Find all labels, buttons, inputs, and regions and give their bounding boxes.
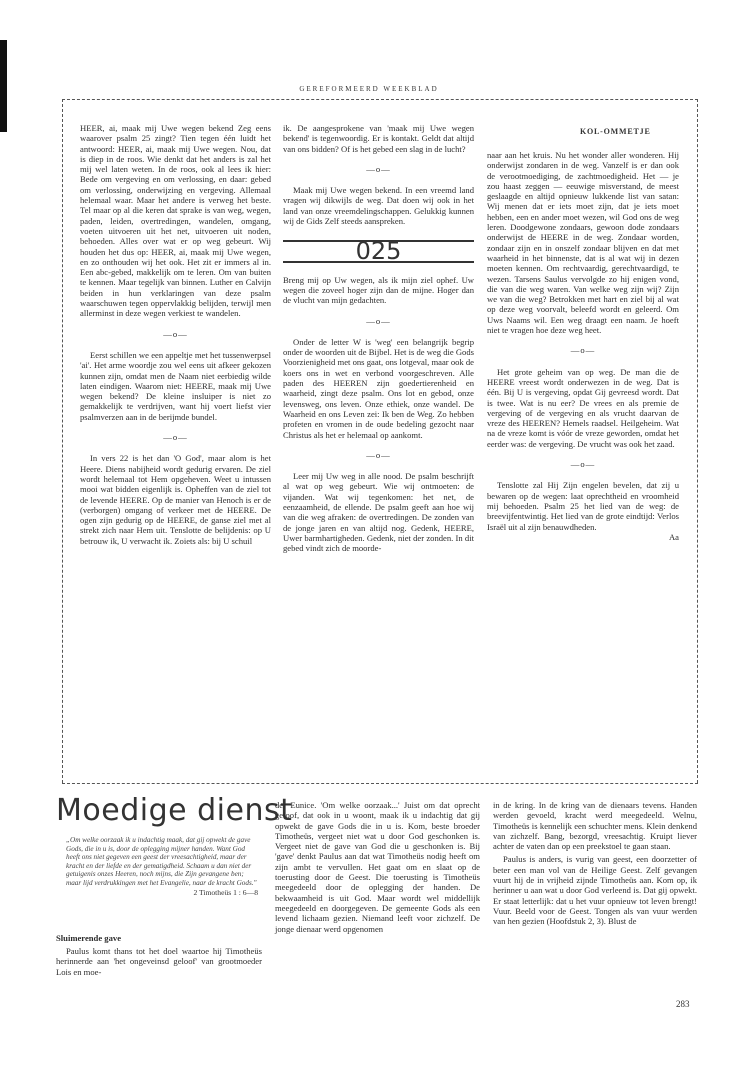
paragraph: Breng mij op Uw wegen, als ik mijn ziel ophef. Uw wegen die zoveel hoger zijn dan de mijne. Hoger dan de vlucht van mijn gedachten. xyxy=(283,274,474,306)
paragraph: Eerst schillen we een appeltje met het tussenwerpsel 'ai'. Het arme woordje zou wel eens uit afkeer gekozen kunnen zijn, omdat men de Naam niet eerbiedig wilde laten eindigen. Waarom niet: HEERE, maak mij Uwe wegen bekend? De kleine insluiper is niet zo gemakkelijk te verdrijven, want hij voert liefst vier psalmverzen aan in de berijmde bundel. xyxy=(80,349,271,422)
paragraph: Leer mij Uw weg in alle nood. De psalm beschrijft al wat op weg gebeurt. Wie wij ontmoeten: de vijanden. Wat wij tegenkomen: het net, de eenzaamheid, de ellende. De psalm geeft aan hoe wij van die weg afraken: de overtredingen. De zonden van de jonge jaren en van altijd nog. Gedenk, HEERE, Uwer barmhartigheden. Gedenk, niet der zonden. In dit gebed vindt zich de moorde- xyxy=(283,471,474,554)
paragraph: Paulus komt thans tot het doel waartoe hij Timotheüs herinnerde aan 'het ongeveinsd geloof' van grootmoeder Lois en moe- xyxy=(56,946,262,977)
page-number: 283 xyxy=(676,999,690,1009)
separator: —o— xyxy=(163,328,188,339)
separator: —o— xyxy=(570,345,596,356)
paragraph: ik. De aangesprokene van 'maak mij Uwe wegen bekend' is tegenwoordig. Er is kontakt. Geldt dat altijd van ons bidden? Of is het gebed een slag in de lucht? xyxy=(283,123,474,154)
epigraph xyxy=(66,836,258,897)
paragraph: naar aan het kruis. Nu het wonder aller wonderen. Hij onderwijst zondaren in de weg. Vanzelf is er dan ook de verootmoediging, de zachtmoedigheid. Het — je zou haast zeggen — eeuwige misverstand, de meest geslaagde en altijd opnieuw lukkende list van satan: Wij menen dat er iets moet zijn, dat je iets moet hebben, een en ander moet wezen, wil God ons de weg leren. Doodgewone zondaars, gewoon dode zondaars onderwijst de HEERE in de weg. Zondaar worden, zondaar zijn en in onszelf zondaar blijven en dat met waarheid in het binnenste, dat is al wat wij in dezen moeten kennen. Om rechtvaardig, gerechtvaardigd, te wezen. Tarsens Saulus vervolgde zo hij enigen vond, die van die weg waren. Van welke weg zijn wij? Zijn we van die weg? Betrokken met hart en ziel bij al wat op deze weg voorvalt, beleefd wordt en geleerd. Om Uws Naams wil. Een weg draagt een naam. Je hoeft niet te vragen hoe deze weg heet. xyxy=(487,150,679,336)
paragraph: In vers 22 is het dan 'O God', maar alom is het Heere. Diens nabijheid wordt gedurig ervaren. De ziel wordt helemaal tot Hem opgeheven. Weet u intussen mooi wat bidden eigenlijk is. Opheffen van de ziel tot de levende HEERE. Op de manier van Henoch is er de (verborgen) omgang of verkeer met de HEERE. De ogen zijn gedurig op de HEERE, de ganse ziel met al strekt zich naar Hem uit. Tenslotte de belijdenis: op U betrouw ik, U verwacht ik. Zoiets als: bij U schuil xyxy=(80,453,271,546)
paragraph: Paulus is anders, is vurig van geest, een doorzetter of beter een man vol van de Heilige Geest. Zelf gevangen vuurt hij de in vrijheid zijnde Timotheüs aan. Kom op, ik herinner u aan wat u door God verleend is. Dat gij opwekt. Er staat letterlijk: dat u het vuur opnieuw tot leven brengt! Vuur. Beeld voor de Geest. Tongen als van vuur werden van hen gezien (Hoofdstuk 2, 3). Blust de xyxy=(493,854,697,927)
separator: —o— xyxy=(366,449,391,460)
box-border-bottom xyxy=(62,783,698,784)
box-border-right xyxy=(697,99,698,783)
signature: Aa xyxy=(668,531,679,542)
kol-column-1 xyxy=(80,123,271,546)
issue-number: 025 xyxy=(283,240,474,262)
paragraph: Onder de letter W is 'weg' een belangrijk begrip onder de woorden uit de Bijbel. Het is de weg die Gods Voorzienigheid met ons gaat, ons lotgeval, maar ook de koers ons in wet en verbond voorgeschreven. Alle paden des HEEREN zijn goedertierenheid en waarheid, zingt deze psalm. Ons lot en gebod, onze levensweg, ons leven. Onze ethiek, onze wandel. De Waarheid en ons Leven zei: Ik ben de Weg. Zo hebben profeten en vromen in de oude bedeling gezocht naar Christus als het er helemaal op aankomt. xyxy=(283,336,474,440)
paragraph: HEER, ai, maak mij Uwe wegen bekend Zeg eens waarover psalm 25 zingt? Tien tegen één luidt het antwoord: HEER, ai, maak mij Uwe wegen. Nou, dat is diep in de roos. Wie denkt dat het anders is zal het mij wel laten weten. In de roos, ook al lees ik hier: Bede om vergeving en om verlossing, en daar: gebed om verlossing, onderwijzing en vergeving. Allemaal helemaal waar. Maar het andere is verweg het beste. Tel maar op al die keren dat sprake is van weg, wegen, paden, leiden, overtredingen, wandelen, omgang, voeten uitvoeren uit het net, uitvoeren uit noden, behoeden. Alles over wat er op weg gebeurt. Wij houden het dus op: HEER, ai, maak mij Uwe wegen, en zo onthouden wij het ook. Het zit er immers al in. Een abc-gebed, makkelijk om te leren. Om van buiten te kennen. Maar tegelijk van binnen. Luther en Calvijn beiden in hun verklaringen van deze psalm waarschuwen tegen oppervlakkig belijden, terwijl men allerminst in deze wegen verkiest te wandelen. xyxy=(80,123,271,319)
separator: —o— xyxy=(570,459,596,470)
article-column-3 xyxy=(493,800,697,927)
separator: —o— xyxy=(366,315,391,326)
epigraph-quote: „Om welke oorzaak ik u indachtig maak, dat gij opwekt de gave Gods, die in u is, door de oplegging mijner handen. Want God heeft ons niet gegeven een geest der vreesachtigheid, maar der kracht en der liefde en der gematigdheid. Schaam u dan niet der getuigenis onzes Heeren, noch mijns, die Zijn gevangene ben; maar lijd verdrukkingen met het Evangelie, naar de kracht Gods." xyxy=(66,836,257,887)
separator: —o— xyxy=(163,432,188,443)
paragraph: in de kring. In de kring van de dienaars tevens. Handen werden gevoeld, kracht werd meegedeeld. Welnu, Timotheüs is kennelijk een schuchter mens. Klein denkend van zichzelf. Bang, bezorgd, vreesachtig. Kruipt liever achter de vaten dan op een preekstoel te gaan staan. xyxy=(493,800,697,852)
kol-column-2 xyxy=(283,123,474,554)
paragraph: Maak mij Uwe wegen bekend. In een vreemd land vragen wij dikwijls de weg. Dat doen wij ook in het land van onze vreemdelingschappen. Gelukkig kunnen wij de Gids Zelf steeds aanspreken. xyxy=(283,185,474,227)
box-border-left xyxy=(62,99,63,783)
separator: —o— xyxy=(366,163,391,174)
paragraph: der Eunice. 'Om welke oorzaak...' Juist om dat oprecht geloof, dat ook in u woont, maak ik u indachtig dat gij opwekt de gave Gods die in u is. Kom, beste broeder Timotheüs, vergeet niet wat u door God geschonken is. Vergeet niet de gave van God die u geschonken is. Bij 'gave' denkt Paulus aan dat wat Timotheüs nodig heeft om zijn ambt te vervullen. Het gaat om en slaat op de toerusting door de Geest. Die toerusting is Timotheüs meegedeeld door de oplegging der handen. De bekwaamheid is uit God. Maar wordt wel middellijk meegedeeld en doorgegeven. De gemeente Gods als een levend lichaam gezien. Niemand leeft voor zichzelf. De jonge dienaar werd opgenomen xyxy=(275,800,480,934)
article-column-2 xyxy=(275,800,480,934)
kol-column-3 xyxy=(487,150,679,542)
subheading: Sluimerende gave xyxy=(56,933,122,943)
paragraph: Tenslotte zal Hij Zijn engelen bevelen, dat zij u bewaren op de wegen: laat oprechtheid en vroomheid mij behoeden. Psalm 25 het lied van de weg: de breevijfentwintig. Het lied van de grote eindtijd: Verlos Israël uit al zijn benauwdheden. xyxy=(487,480,679,532)
epigraph-reference: 2 Timotheüs 1 : 6—8 xyxy=(193,887,258,897)
running-head: GEREFORMEERD WEEKBLAD xyxy=(299,85,439,93)
paragraph: Het grote geheim van op weg. De man die de HEERE vreest wordt onderwezen in de weg. Dat is één. Bij U is vergeving, opdat Gij gevreesd wordt. Dat is twee. Wat is nu eer? De vrees en als premie de vergeving of de vergeving en als vrucht daarvan de vreze des HEEREN? Hemels raadsel. Heilgeheim. Wat na de vreze komt is vóór de vreze geworden, omdat het eerder was: de vergeving. De vrucht was ook het zaad. xyxy=(487,366,679,449)
column-label: KOL-OMMETJE xyxy=(580,127,651,136)
article-column-1 xyxy=(56,946,262,977)
box-border-top xyxy=(62,99,698,100)
article-title: Moedige dienst xyxy=(56,793,293,828)
